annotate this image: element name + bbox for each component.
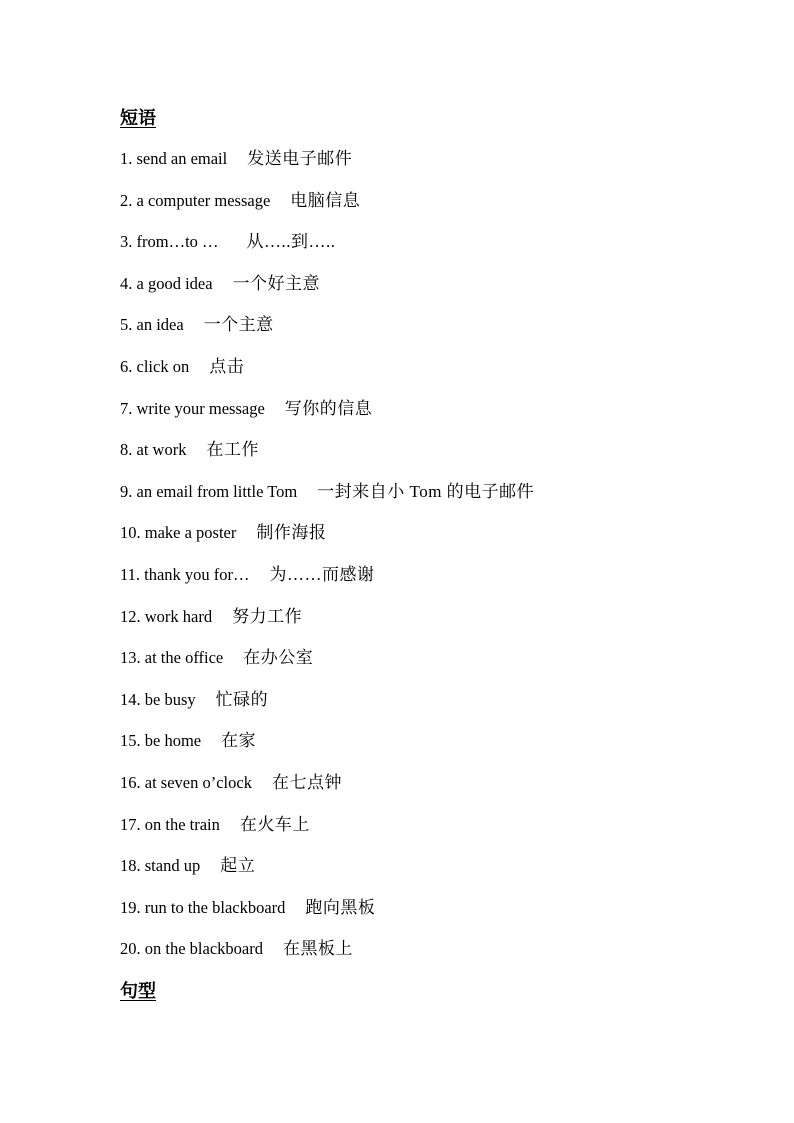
- phrase-chinese: 努力工作: [232, 606, 303, 626]
- phrase-chinese: 一个主意: [203, 315, 274, 335]
- list-item: [120, 814, 534, 856]
- phrase-english: 3. from…to …: [120, 232, 219, 252]
- phrase-english: 2. a computer message: [120, 190, 271, 210]
- phrase-english: 1. send an email: [120, 149, 228, 168]
- list-item: [120, 398, 534, 440]
- phrase-english: 14. be busy: [120, 689, 196, 709]
- phrase-chinese: 忙碌的: [215, 689, 269, 709]
- phrase-chinese: 在火车上: [239, 814, 310, 834]
- phrase-english: 15. be home: [120, 731, 202, 751]
- list-item: [120, 564, 534, 606]
- phrase-english: 11. thank you for…: [120, 564, 250, 584]
- phrase-english: 7. write your message: [120, 398, 265, 418]
- phrase-english: 6. click on: [120, 356, 190, 376]
- phrase-chinese: 为……而感谢: [269, 564, 375, 584]
- phrase-english: 19. run to the blackboard: [120, 897, 286, 917]
- list-item: [120, 522, 534, 564]
- phrase-english: 4. a good idea: [120, 273, 213, 293]
- phrase-chinese: 电脑信息: [290, 190, 361, 210]
- phrases-heading: 短语: [120, 108, 156, 128]
- list-item: [120, 314, 534, 356]
- phrase-chinese: 在家: [221, 731, 257, 751]
- phrase-chinese: 写你的信息: [284, 398, 373, 418]
- list-item: [120, 606, 534, 648]
- list-item: [120, 897, 534, 939]
- list-item: [120, 231, 534, 273]
- phrase-english: 18. stand up: [120, 856, 201, 876]
- phrase-english: 5. an idea: [120, 315, 184, 335]
- phrase-chinese: 制作海报: [256, 523, 327, 543]
- list-item: [120, 647, 534, 689]
- phrase-chinese: 在办公室: [243, 648, 314, 668]
- sentences-heading: 句型: [120, 981, 156, 1001]
- phrase-chinese: 一封来自小 Tom 的电子邮件: [317, 481, 535, 501]
- phrase-list: [120, 148, 534, 980]
- phrase-chinese: 在七点钟: [271, 772, 342, 792]
- phrase-english: 10. make a poster: [120, 523, 237, 543]
- phrase-chinese: 在黑板上: [282, 939, 353, 959]
- phrase-chinese: 点击: [209, 356, 245, 376]
- list-item: [120, 481, 534, 523]
- list-item: [120, 855, 534, 897]
- phrase-english: 12. work hard: [120, 606, 213, 626]
- list-item: [120, 148, 534, 190]
- phrase-english: 13. at the office: [120, 648, 224, 668]
- list-item: [120, 689, 534, 731]
- list-item: [120, 190, 534, 232]
- list-item: [120, 938, 534, 980]
- phrase-english: 17. on the train: [120, 814, 220, 834]
- list-item: [120, 730, 534, 772]
- phrase-chinese: 从…..到…..: [246, 232, 336, 252]
- list-item: [120, 356, 534, 398]
- phrase-chinese: 起立: [220, 856, 256, 876]
- phrase-chinese: 一个好主意: [232, 273, 321, 293]
- phrase-english: 8. at work: [120, 440, 187, 460]
- phrase-english: 20. on the blackboard: [120, 939, 263, 959]
- phrase-english: 9. an email from little Tom: [120, 481, 298, 501]
- list-item: [120, 772, 534, 814]
- phrase-english: 16. at seven o’clock: [120, 772, 252, 792]
- phrase-chinese: 在工作: [206, 440, 259, 460]
- list-item: [120, 273, 534, 315]
- list-item: [120, 439, 534, 481]
- phrase-chinese: 发送电子邮件: [247, 149, 353, 168]
- phrase-chinese: 跑向黑板: [305, 897, 376, 917]
